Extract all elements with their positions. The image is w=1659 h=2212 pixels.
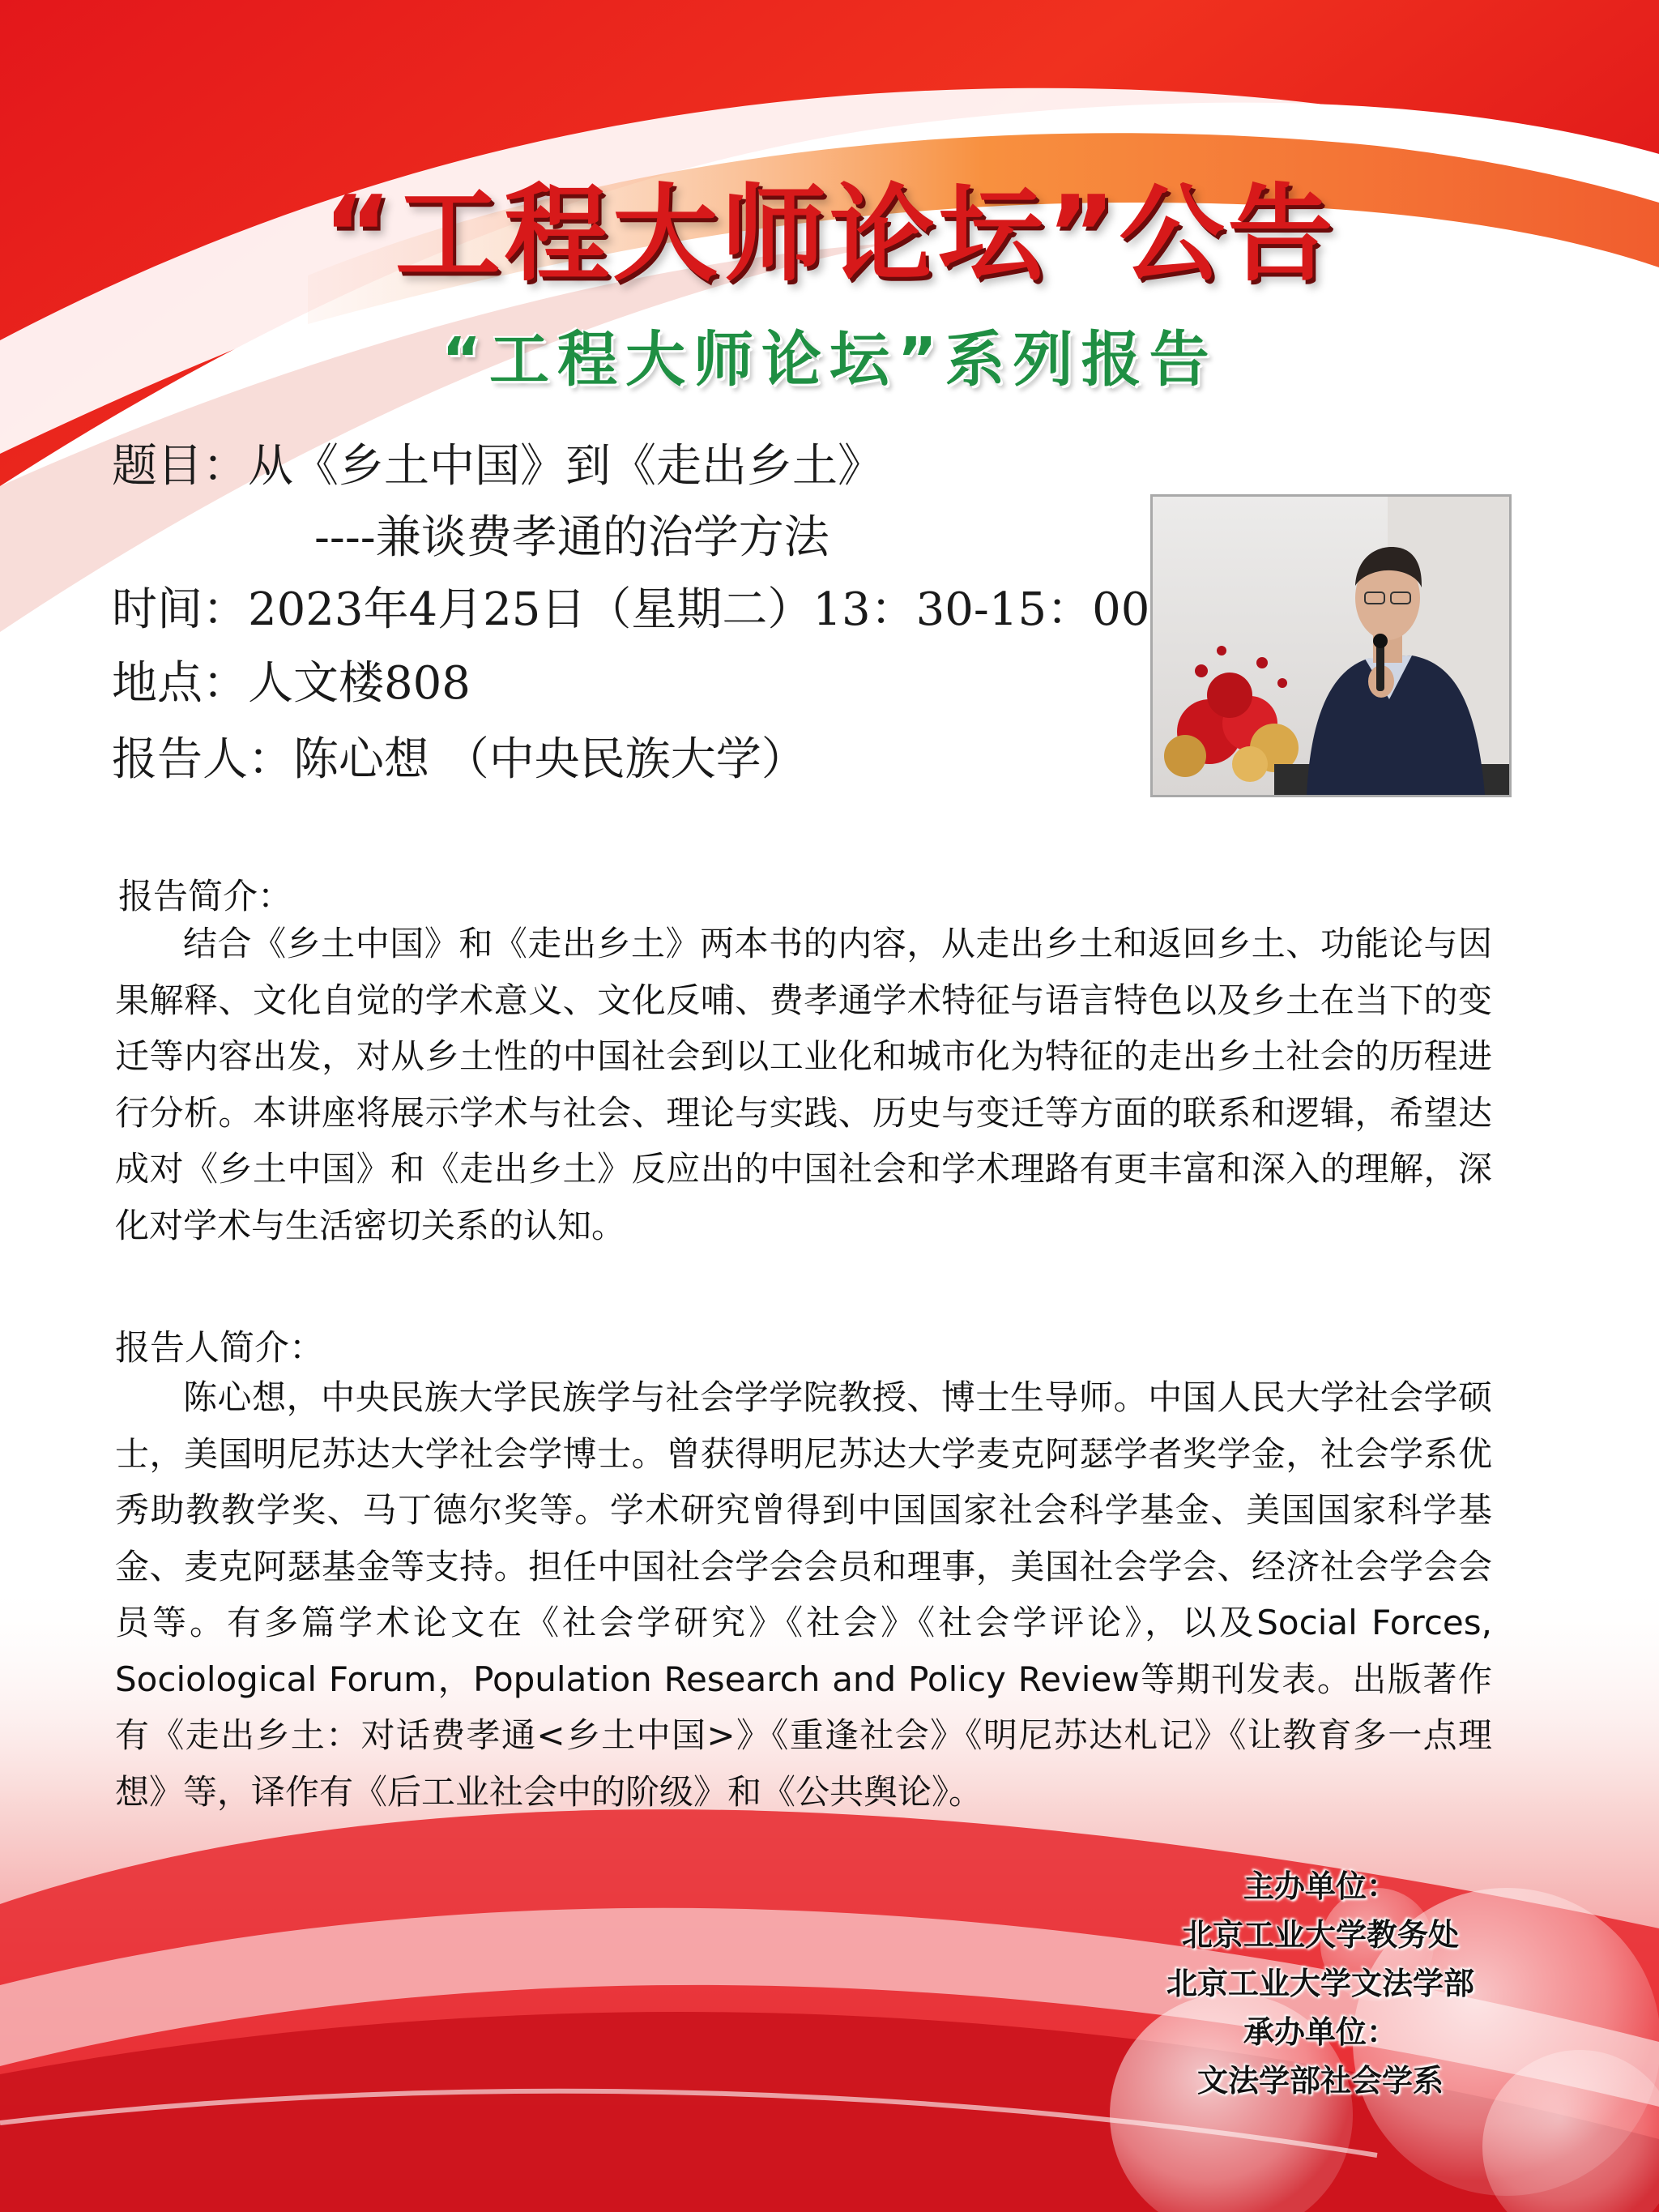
undertaker-1: 文法学部社会学系 <box>1196 2063 1444 2099</box>
subtopic-text: ----兼谈费孝通的治学方法 <box>314 511 830 564</box>
intro-heading: 报告简介： <box>118 877 292 917</box>
topic-label: 题目： <box>112 440 248 493</box>
speaker-photo <box>1150 494 1512 797</box>
topic-line <box>112 440 883 493</box>
place-line <box>112 657 471 710</box>
sub-title: “工程大师论坛”系列报告 <box>441 325 1218 395</box>
main-title: “工程大师论坛”公告 <box>322 173 1337 296</box>
host-label: 主办单位： <box>1243 1868 1397 1904</box>
time-text: 2023年4月25日（星期二）13：30-15：00 <box>248 583 1150 636</box>
host-2: 北京工业大学文法学部 <box>1166 1966 1474 2001</box>
speaker-line <box>112 733 807 786</box>
bio-heading: 报告人简介： <box>115 1328 324 1369</box>
time-line <box>112 583 1150 636</box>
topic-text: 从《乡土中国》到《走出乡土》 <box>248 440 883 493</box>
bio-paragraph: 陈心想，中央民族大学民族学与社会学学院教授、博士生导师。中国人民大学社会学硕士，美国明尼苏达大学社会学博士。曾获得明尼苏达大学麦克阿瑟学者奖学金，社会学系优秀助教教学奖、马丁德尔奖等。学术研究曾得到中国国家社会科学基金、美国国家科学基金、麦克阿瑟基金等支持。担任中国社会学会会员和理事，美国社会学会、经济社会学会会员等。有多篇学术论文在《社会学研究》《社会》《社会学评论》，以及Social Forces, Sociological Forum，Population Research and Policy Review等期刊发表。出版著作有《走出乡土：对话费孝通<乡土中国>》《重逢社会》《明尼苏达札记》《让教育多一点理想》等，译作有《后工业社会中的阶级》和《公共舆论》。 <box>115 1377 1492 1812</box>
time-label: 时间： <box>112 583 248 636</box>
speaker-label: 报告人： <box>112 733 293 786</box>
intro-paragraph: 结合《乡土中国》和《走出乡土》两本书的内容，从走出乡土和返回乡土、功能论与因果解释、文化自觉的学术意义、文化反哺、费孝通学术特征与语言特色以及乡土在当下的变迁等内容出发，对从乡土性的中国社会到以工业化和城市化为特征的走出乡土社会的历程进行分析。本讲座将展示学术与社会、理论与实践、历史与变迁等方面的联系和逻辑，希望达成对《乡土中国》和《走出乡土》反应出的中国社会和学术理路有更丰富和深入的理解，深化对学术与生活密切关系的认知。 <box>115 924 1492 1245</box>
place-text: 人文楼808 <box>248 657 471 710</box>
undertaker-label: 承办单位： <box>1243 2014 1397 2050</box>
host-1: 北京工业大学教务处 <box>1181 1917 1459 1953</box>
speaker-text: 陈心想 （中央民族大学） <box>293 733 807 786</box>
place-label: 地点： <box>112 657 248 710</box>
